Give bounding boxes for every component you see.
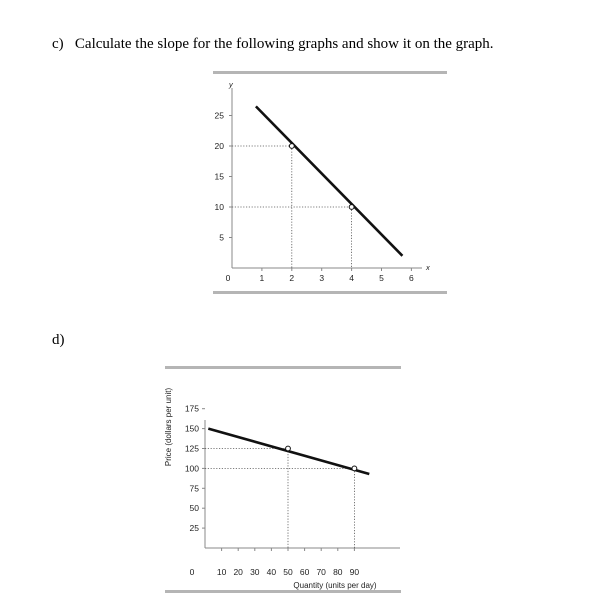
graph-c-series-line [256, 106, 403, 255]
graph-c-x-tick-label: 4 [349, 273, 354, 283]
graph-c-x-tick-label: 2 [289, 273, 295, 283]
graph-c-x-tick-label: 5 [379, 273, 384, 283]
graph-d-x-tick-label: 70 [316, 567, 326, 577]
graph-d-x-tick-label: 50 [283, 567, 293, 577]
graph-c-y-axis-letter: y [229, 80, 233, 89]
graph-d-x-tick-label: 40 [266, 567, 277, 577]
graph-d-series-line [208, 429, 369, 474]
graph-d-top-rule [165, 366, 401, 369]
graph-d-x-axis-title: Quantity (units per day) [293, 581, 377, 590]
graph-d-bottom-rule [165, 590, 401, 593]
graph-c-y-tick-label: 15 [214, 171, 224, 182]
graph-d-y-tick-label: 100 [184, 463, 199, 474]
graph-d-y-tick-label: 75 [189, 483, 199, 494]
graph-c-y-tick-label: 25 [214, 110, 224, 121]
graph-c-bottom-rule [213, 291, 447, 294]
graph-c-y-tick-label: 20 [214, 141, 224, 151]
graph-d-x-tick-label: 30 [250, 567, 260, 577]
graph-d-y-axis-title: Price (dollars per unit) [164, 387, 173, 467]
graph-c-y-tick-label: 5 [219, 232, 224, 243]
graph-d-x-tick-label: 20 [233, 567, 243, 577]
graph-c-marked-point [289, 144, 294, 149]
graph-d-marked-point [352, 466, 357, 471]
graph-c-marked-point [349, 205, 354, 210]
graph-c-origin-label: 0 [225, 273, 231, 283]
graph-d-x-tick-label: 60 [299, 567, 310, 577]
graph-c-x-tick-label: 1 [259, 273, 265, 283]
graph-c-x-tick-label: 6 [409, 273, 414, 283]
graph-c [213, 71, 447, 294]
graph-d-marked-point [286, 446, 291, 451]
question-d-label: d) [52, 332, 65, 348]
graph-c-top-rule [213, 71, 447, 74]
graph-d [164, 366, 401, 593]
graph-d-y-tick-label: 125 [184, 443, 199, 454]
question-c-text: c) Calculate the slope for the following graphs and show it on the graph. [52, 36, 494, 52]
graph-d-origin-label: 0 [189, 567, 195, 577]
graph-d-y-tick-label: 25 [189, 523, 199, 534]
graph-d-y-tick-label: 150 [184, 423, 199, 434]
graph-c-y-tick-label: 10 [214, 202, 224, 212]
graph-d-y-tick-label: 175 [184, 403, 199, 414]
graph-c-x-tick-label: 3 [319, 273, 325, 283]
graph-d-x-tick-label: 90 [349, 567, 360, 577]
graph-c-x-axis-letter: x [426, 263, 430, 272]
graph-d-x-tick-label: 80 [333, 567, 343, 577]
graph-d-y-tick-label: 50 [189, 503, 199, 514]
graph-d-x-tick-label: 10 [216, 567, 227, 577]
